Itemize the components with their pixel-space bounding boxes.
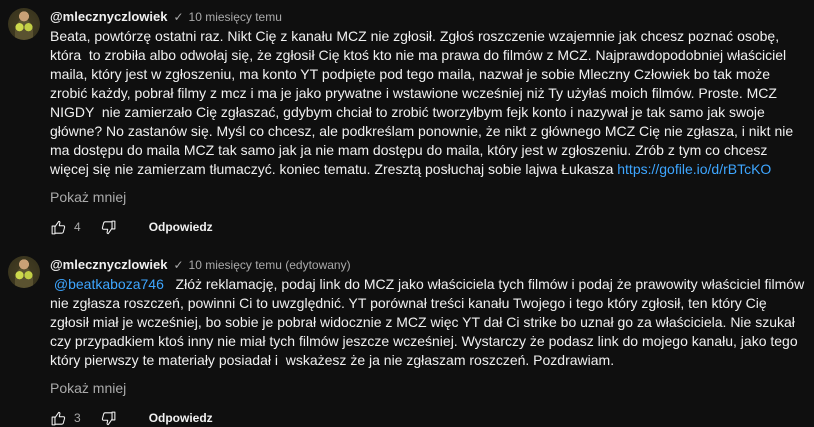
comment-text: Złóż reklamację, podaj link do MCZ jako właściciela tych filmów i podaj że prawowity właściciel filmów nie zgłasza roszczeń, powinni Ci to uwzględnić. YT porównał treści kanału Twojego i tego który zgłosił, ten który Cię zgłosił miał je wcześniej, bo sobie je pobrał widocznie z MCZ więc YT dał Ci strike bo uznał go za właściciela. Nie szukał czy przypadkiem ktoś inny nie miał tych filmów jeszcze wcześniej. Wystarczy że podasz link do mojego kanału, jako tego który pierwszy te materiały posiadał i wskażesz że ja nie zgłaszam roszczeń. Pozdrawiam. <box>50 276 809 368</box>
show-less-button[interactable]: Pokaż mniej <box>50 380 127 396</box>
verified-check-icon: ✓ <box>173 258 184 272</box>
channel-avatar[interactable] <box>8 256 40 288</box>
comment-timestamp-link[interactable]: 10 miesięcy temu (edytowany) <box>188 258 351 272</box>
thumbs-up-icon <box>50 410 67 427</box>
comment-action-bar <box>50 409 808 427</box>
comment-header <box>50 257 808 272</box>
comment-author-link[interactable]: @mlecznyczlowiek <box>50 9 168 24</box>
reply-button[interactable]: Odpowiedz <box>148 411 213 425</box>
like-button[interactable] <box>50 410 67 427</box>
like-count: 3 <box>74 411 81 425</box>
mention-link[interactable]: @beatkaboza746 <box>50 276 164 292</box>
like-count: 4 <box>74 220 81 234</box>
comment-content <box>50 256 808 427</box>
comment-content <box>50 8 808 236</box>
thumbs-up-icon <box>50 219 67 236</box>
comment-header <box>50 9 808 24</box>
external-url-link[interactable]: https://gofile.io/d/rBTcKO <box>617 161 772 177</box>
comment-timestamp-link[interactable]: 10 miesięcy temu <box>188 10 282 24</box>
channel-avatar[interactable] <box>8 8 40 40</box>
show-less-button[interactable]: Pokaż mniej <box>50 189 127 205</box>
comment-text: Beata, powtórzę ostatni raz. Nikt Cię z kanału MCZ nie zgłosił. Zgłoś roszczenie wzajemnie jak chcesz poznać osobę, która to zrobiła albo odwołaj się, że zgłosił Cię ktoś kto nie ma prawa do filmów z MCZ. Najprawdopodobniej właściciel maila, który jest w zgłoszeniu, ma konto YT podpięte pod tego maila, nazwał je sobie Mleczny Człowiek bo tak może zrobić każdy, pobrał filmy z mcz i ma je jako prywatne i wstawione wcześniej niż Ty użyłaś moich filmów. Proste. MCZ NIGDY nie zamierzało Cię zgłaszać, gdybym chciał to zrobić tworzyłbym fejk konto i nazywał je tak samo jak swoje główne? No zastanów się. Myśl co chcesz, ale podkreślam ponownie, że nikt z głównego MCZ Cię nie zgłasza, i nikt nie ma dostępu do maila MCZ tak samo jak ja nie mam dostępu do maila, który jest w zgłoszeniu. Zrób z tym co chcesz więcej się nie zamierzam tłumaczyć. koniec tematu. Zresztą posłuchaj sobie lajwa Łukasza <box>50 28 798 177</box>
comment-author-link[interactable]: @mlecznyczlowiek <box>50 257 168 272</box>
comment-body <box>50 275 808 370</box>
comment-action-bar <box>50 218 808 236</box>
thumbs-down-icon <box>100 219 117 236</box>
verified-check-icon: ✓ <box>173 10 184 24</box>
thumbs-down-icon <box>100 410 117 427</box>
comment-thread-item <box>0 248 814 427</box>
reply-button[interactable]: Odpowiedz <box>148 220 213 234</box>
like-button[interactable] <box>50 219 67 236</box>
dislike-button[interactable] <box>100 410 117 427</box>
dislike-button[interactable] <box>100 219 117 236</box>
comment-body <box>50 27 808 179</box>
